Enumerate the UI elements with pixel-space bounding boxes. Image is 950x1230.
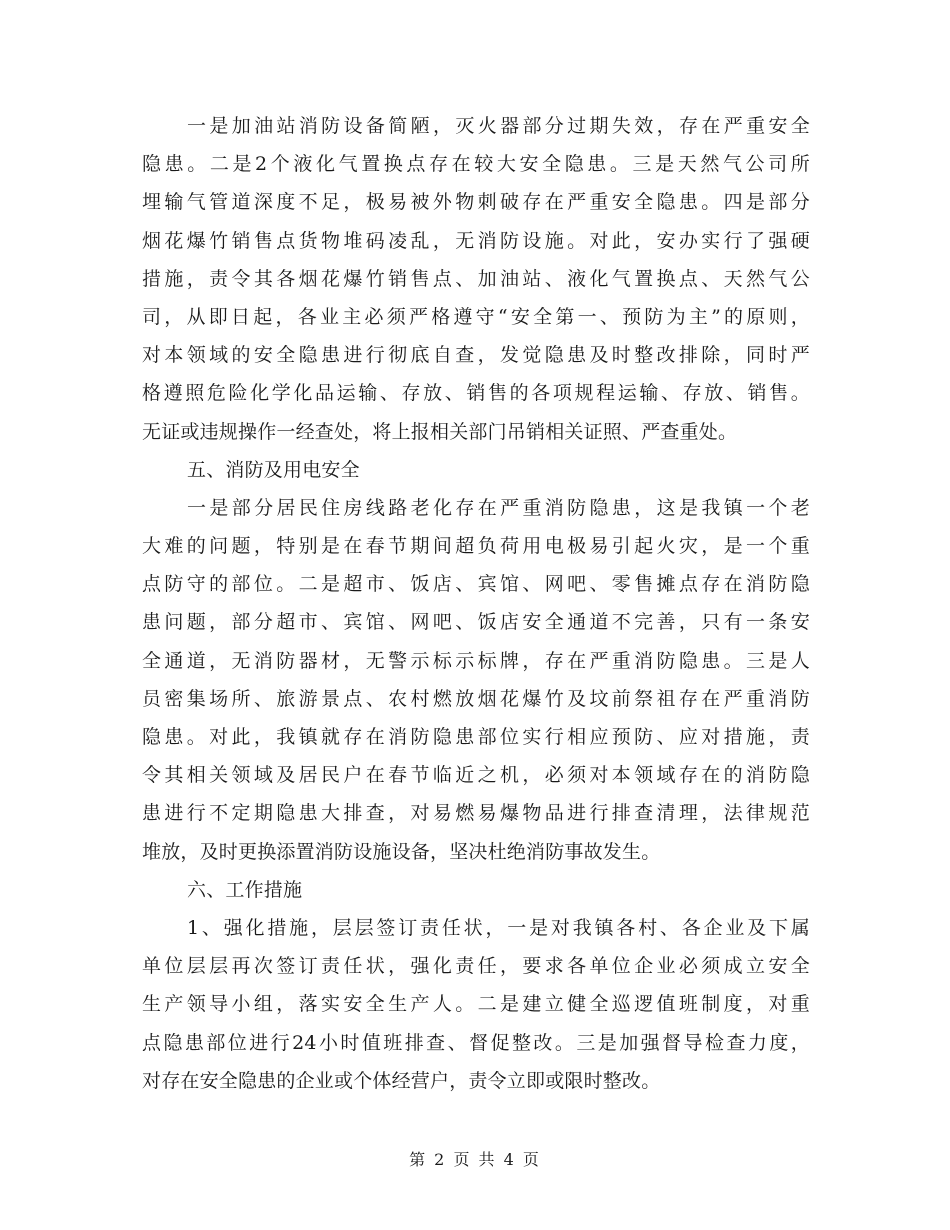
text-line: 烟花爆竹销售点货物堆码凌乱，无消防设施。对此，安办实行了强硬 — [142, 229, 810, 252]
text-line: 一是部分居民住房线路老化存在严重消防隐患，这是我镇一个老 — [187, 496, 810, 519]
text-line: 无证或违规操作一经查处，将上报相关部门吊销相关证照、严查重处。 — [142, 420, 738, 443]
text-line: 堆放，及时更换添置消防设施设备，坚决杜绝消防事故发生。 — [142, 840, 661, 863]
paragraph-gas-station-hazards — [142, 107, 810, 451]
text-line: 单位层层再次签订责任状，强化责任，要求各单位企业必须成立安全 — [142, 955, 810, 978]
text-line: 患进行不定期隐患大排查，对易燃易爆物品进行排查清理，法律规范 — [142, 802, 810, 825]
text-line: 措施，责令其各烟花爆竹销售点、加油站、液化气置换点、天然气公 — [142, 267, 810, 290]
text-line: 点防守的部位。二是超市、饭店、宾馆、网吧、零售摊点存在消防隐 — [142, 573, 810, 596]
text-line: 员密集场所、旅游景点、农村燃放烟花爆竹及坟前祭祖存在严重消防 — [142, 687, 810, 710]
text-line: 格遵照危险化学化品运输、存放、销售的各项规程运输、存放、销售。 — [142, 382, 810, 405]
text-line: 埋输气管道深度不足，极易被外物刺破存在严重安全隐患。四是部分 — [142, 191, 810, 214]
current-page-number: 2 — [434, 1150, 447, 1169]
text-line: 全通道，无消防器材，无警示标示标牌，存在严重消防隐患。三是人 — [142, 649, 810, 672]
text-line: 点隐患部位进行24小时值班排查、督促整改。三是加强督导检查力度， — [142, 1031, 810, 1054]
text-line: 令其相关领域及居民户在春节临近之机，必须对本领域存在的消防隐 — [142, 764, 810, 787]
text-line: 大难的问题，特别是在春节期间超负荷用电极易引起火灾，是一个重 — [142, 535, 810, 558]
text-line: 对存在安全隐患的企业或个体经营户，责令立即或限时整改。 — [142, 1069, 661, 1092]
document-body — [142, 107, 810, 1100]
text-line: 隐患。二是2个液化气置换点存在较大安全隐患。三是天然气公司所 — [142, 153, 810, 176]
paragraph-fire-hazards — [142, 489, 810, 871]
paragraph-strengthen-measures — [142, 909, 810, 1100]
page-label-suffix: 页 — [522, 1150, 541, 1169]
text-line: 对本领域的安全隐患进行彻底自查，发觉隐患及时整改排除，同时严 — [142, 344, 810, 367]
page-footer — [0, 1147, 950, 1170]
text-line: 生产领导小组，落实安全生产人。二是建立健全巡逻值班制度，对重 — [142, 993, 810, 1016]
text-line: 一是加油站消防设备简陋，灭火器部分过期失效，存在严重安全 — [187, 115, 810, 137]
text-line: 1、强化措施，层层签订责任状，一是对我镇各村、各企业及下属 — [187, 916, 810, 939]
text-line: 司，从即日起，各业主必须严格遵守“安全第一、预防为主”的原则， — [142, 305, 810, 328]
text-line: 隐患。对此，我镇就存在消防隐患部位实行相应预防、应对措施，责 — [142, 726, 810, 748]
total-pages-number: 4 — [503, 1150, 516, 1169]
page-label-prefix: 第 — [409, 1150, 428, 1169]
page-label-mid: 页 共 — [453, 1150, 497, 1169]
section-heading-fire-electric-safety: 五、消防及用电安全 — [187, 458, 360, 481]
text-line: 患问题，部分超市、宾馆、网吧、饭店安全通道不完善，只有一条安 — [142, 611, 810, 634]
section-heading-work-measures: 六、工作措施 — [187, 878, 303, 901]
